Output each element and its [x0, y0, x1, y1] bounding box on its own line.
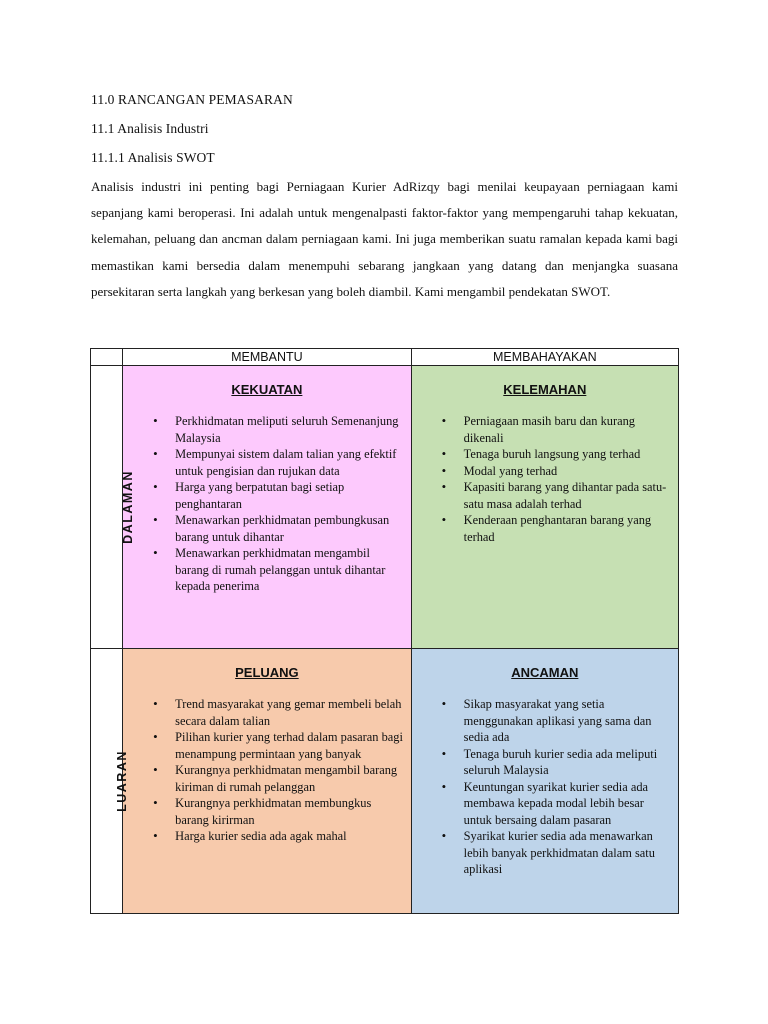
- subsubsection-heading: 11.1.1 Analisis SWOT: [91, 150, 215, 165]
- threats-cell: [411, 649, 678, 914]
- strengths-cell: [120, 366, 411, 649]
- list-item: • Kenderaan penghantaran barang yang terhad: [464, 512, 672, 545]
- list-item: • Modal yang terhad: [464, 463, 672, 480]
- strengths-list: [120, 413, 410, 595]
- list-item: • Sikap masyarakat yang setia menggunakan aplikasi yang sama dan sedia ada: [464, 696, 672, 746]
- section-heading: 11.0 RANCANGAN PEMASARAN: [91, 92, 293, 107]
- list-item: • Perkhidmatan meliputi seluruh Semenanjung Malaysia: [175, 413, 404, 446]
- weaknesses-title: KELEMAHAN: [503, 382, 587, 397]
- list-item: • Menawarkan perkhidmatan pembungkusan barang untuk dihantar: [175, 512, 404, 545]
- threats-title: ANCAMAN: [511, 665, 579, 680]
- opportunities-cell: [123, 649, 411, 914]
- swot-row-internal: [91, 366, 679, 649]
- column-header-help: MEMBANTU: [123, 349, 411, 366]
- swot-row-external: [91, 649, 679, 914]
- subsection-heading: 11.1 Analisis Industri: [91, 121, 209, 136]
- list-item: • Mempunyai sistem dalam talian yang efektif untuk pengisian dan rujukan data: [175, 446, 404, 479]
- column-header-harm: MEMBAHAYAKAN: [411, 349, 678, 366]
- list-item: • Tenaga buruh kurier sedia ada meliputi seluruh Malaysia: [464, 746, 672, 779]
- list-item: • Syarikat kurier sedia ada menawarkan lebih banyak perkhidmatan dalam satu aplikasi: [464, 828, 672, 878]
- intro-paragraph: Analisis industri ini penting bagi Perniagaan Kurier AdRizqy bagi menilai keupayaan perniagaan kami sepanjang kami beroperasi. Ini adalah untuk mengenalpasti faktor-faktor yang mempengaruhi tahap kekuatan, kelemahan, peluang dan ancman dalam perniagaan kami. Ini juga memberikan suatu ramalan kepada kami bagi memastikan kami bersedia dalam menempuhi sebarang jangkaan yang datang dan menjangka suasana persekitaran serta langkah yang berkesan yang boleh diambil. Kami mengambil pendekatan SWOT.: [91, 179, 678, 299]
- list-item: • Perniagaan masih baru dan kurang dikenali: [464, 413, 672, 446]
- list-item: • Menawarkan perkhidmatan mengambil barang di rumah pelanggan untuk dihantar kepada penerima: [175, 545, 404, 595]
- list-item: • Trend masyarakat yang gemar membeli belah secara dalam talian: [175, 696, 404, 729]
- swot-header-row: [91, 349, 679, 366]
- list-item: • Pilihan kurier yang terhad dalam pasaran bagi menampung permintaan yang banyak: [175, 729, 404, 762]
- weaknesses-cell: [411, 366, 678, 649]
- list-item: • Kurangnya perkhidmatan membungkus barang kirirman: [175, 795, 404, 828]
- list-item: • Keuntungan syarikat kurier sedia ada membawa kepada modal lebih besar untuk bersaing dalam pasaran: [464, 779, 672, 829]
- row-label-external: LUARAN: [114, 750, 129, 812]
- corner-cell: [91, 349, 123, 366]
- swot-table: [90, 348, 679, 914]
- threats-list: [412, 696, 678, 878]
- strengths-title: KEKUATAN: [231, 382, 303, 397]
- list-item: • Tenaga buruh langsung yang terhad: [464, 446, 672, 463]
- row-header-external: [91, 649, 129, 914]
- list-item: • Harga yang berpatutan bagi setiap penghantaran: [175, 479, 404, 512]
- opportunities-list: [123, 696, 410, 845]
- list-item: • Kapasiti barang yang dihantar pada satu-satu masa adalah terhad: [464, 479, 672, 512]
- opportunities-title: PELUANG: [235, 665, 299, 680]
- list-item: • Kurangnya perkhidmatan mengambil barang kiriman di rumah pelanggan: [175, 762, 404, 795]
- row-header-internal: [91, 366, 135, 649]
- weaknesses-list: [412, 413, 678, 545]
- row-label-internal: DALAMAN: [120, 470, 135, 544]
- list-item: • Harga kurier sedia ada agak mahal: [175, 828, 404, 845]
